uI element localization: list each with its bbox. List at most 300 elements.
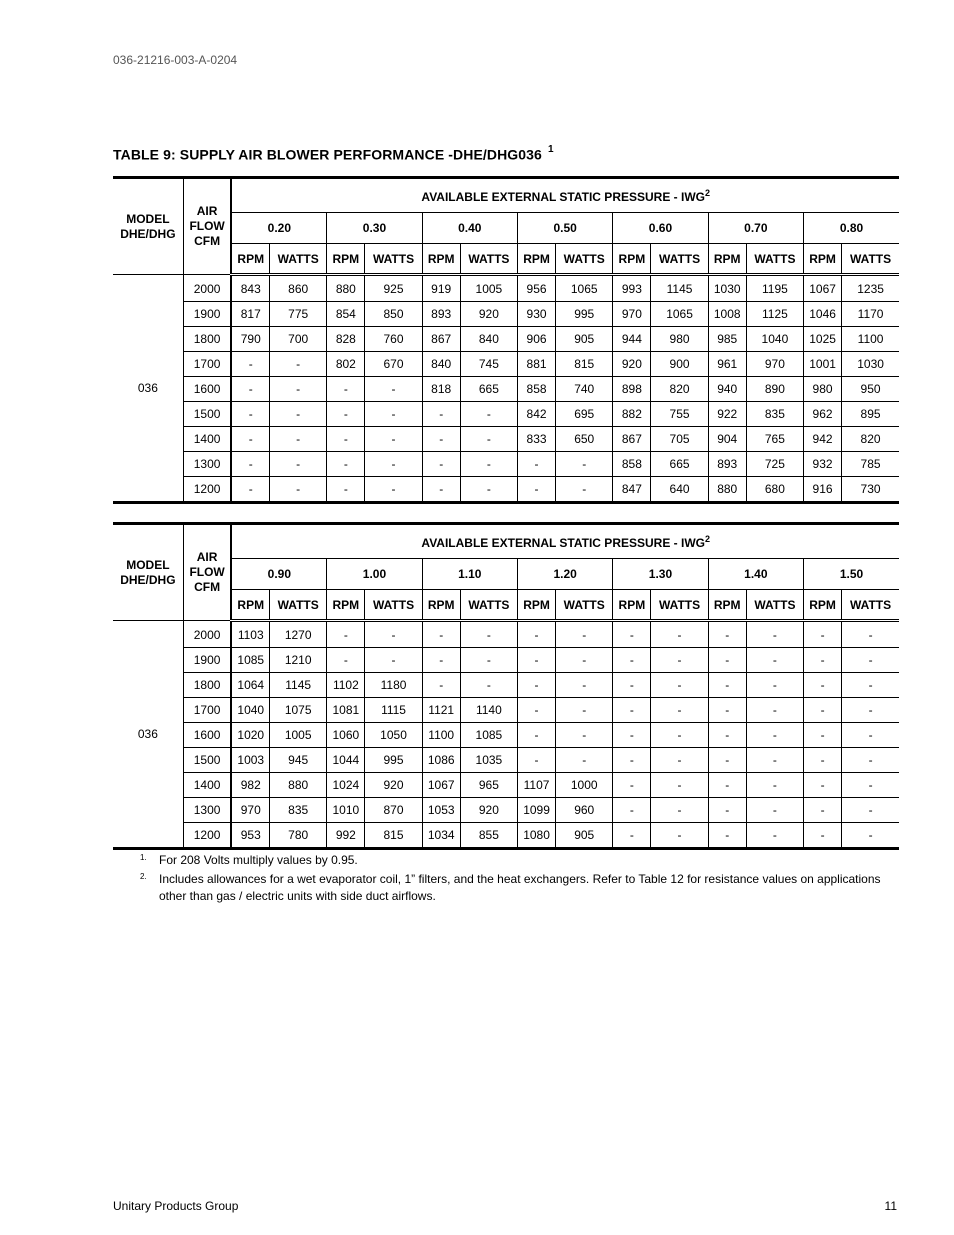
watts-cell: 920: [460, 302, 517, 327]
rpm-cell: 1020: [231, 723, 269, 748]
watts-cell: 745: [460, 352, 517, 377]
watts-cell: 640: [651, 477, 708, 503]
rpm-cell: 904: [708, 427, 746, 452]
rpm-cell: -: [708, 698, 746, 723]
rpm-cell: 1099: [517, 798, 555, 823]
rpm-cell: 843: [231, 275, 269, 302]
watts-cell: -: [556, 452, 613, 477]
watts-cell: 775: [270, 302, 327, 327]
watts-cell: -: [651, 698, 708, 723]
rpm-cell: 882: [613, 402, 651, 427]
watts-cell: 1140: [460, 698, 517, 723]
table-row: [113, 673, 899, 698]
rpm-cell: 970: [231, 798, 269, 823]
rpm-column-header: RPM: [327, 244, 365, 275]
rpm-cell: 840: [422, 352, 460, 377]
watts-cell: -: [365, 402, 422, 427]
watts-cell: -: [651, 673, 708, 698]
watts-cell: 680: [746, 477, 803, 503]
footnote-2-text: Includes allowances for a wet evaporator coil, 1” filters, and the heat exchangers. Refer to Table 12 for resistance values on applications other than gas / electric units with side duct airflows.: [159, 872, 881, 903]
watts-cell: -: [556, 723, 613, 748]
air-flow-header: [183, 178, 231, 275]
rpm-cell: 932: [804, 452, 842, 477]
watts-cell: -: [842, 698, 899, 723]
rpm-column-header: RPM: [708, 590, 746, 621]
rpm-cell: -: [422, 452, 460, 477]
pressure-value-header: 0.90: [231, 559, 326, 590]
watts-cell: 905: [556, 823, 613, 849]
watts-cell: 1235: [842, 275, 899, 302]
watts-cell: -: [842, 723, 899, 748]
watts-cell: 1170: [842, 302, 899, 327]
model-header-line2: DHE/DHG: [120, 226, 176, 241]
rpm-cell: -: [804, 621, 842, 648]
watts-cell: -: [746, 823, 803, 849]
watts-cell: 670: [365, 352, 422, 377]
watts-cell: 965: [460, 773, 517, 798]
rpm-column-header: RPM: [804, 244, 842, 275]
watts-cell: -: [460, 427, 517, 452]
rpm-cell: -: [422, 673, 460, 698]
rpm-cell: -: [327, 477, 365, 503]
watts-cell: -: [365, 621, 422, 648]
rpm-cell: 1060: [327, 723, 365, 748]
watts-cell: -: [651, 773, 708, 798]
rpm-cell: -: [422, 648, 460, 673]
rpm-cell: 944: [613, 327, 651, 352]
watts-cell: -: [746, 621, 803, 648]
rpm-column-header: RPM: [231, 244, 269, 275]
rpm-cell: -: [613, 723, 651, 748]
cfm-cell: 1800: [183, 327, 231, 352]
rpm-cell: -: [708, 798, 746, 823]
pressure-value-header: 0.70: [708, 213, 803, 244]
watts-cell: 950: [842, 377, 899, 402]
rpm-cell: -: [517, 698, 555, 723]
watts-cell: 1100: [842, 327, 899, 352]
watts-column-header: WATTS: [460, 244, 517, 275]
watts-cell: 970: [746, 352, 803, 377]
watts-cell: -: [556, 748, 613, 773]
rpm-cell: 1010: [327, 798, 365, 823]
rpm-cell: -: [231, 477, 269, 503]
watts-cell: 870: [365, 798, 422, 823]
rpm-cell: 828: [327, 327, 365, 352]
cfm-cell: 1700: [183, 698, 231, 723]
model-header-line1: MODEL: [126, 211, 170, 226]
air-flow-header-line3: CFM: [194, 234, 221, 248]
watts-cell: 1005: [270, 723, 327, 748]
rpm-cell: -: [708, 621, 746, 648]
watts-column-header: WATTS: [556, 590, 613, 621]
rpm-cell: 953: [231, 823, 269, 849]
cfm-cell: 1800: [183, 673, 231, 698]
rpm-cell: 833: [517, 427, 555, 452]
table-title: [113, 146, 554, 163]
watts-cell: -: [746, 773, 803, 798]
pressure-value-header: 1.00: [327, 559, 422, 590]
watts-cell: -: [842, 773, 899, 798]
rpm-cell: 898: [613, 377, 651, 402]
cfm-cell: 1900: [183, 302, 231, 327]
rpm-cell: -: [517, 673, 555, 698]
watts-cell: 860: [270, 275, 327, 302]
pressure-value-header: 0.80: [804, 213, 900, 244]
rpm-cell: 1046: [804, 302, 842, 327]
cfm-cell: 1600: [183, 377, 231, 402]
pressure-value-header: 1.20: [517, 559, 612, 590]
watts-cell: 1000: [556, 773, 613, 798]
rpm-cell: 982: [231, 773, 269, 798]
footer-page-number: 11: [884, 1199, 897, 1213]
watts-cell: -: [746, 673, 803, 698]
cfm-cell: 2000: [183, 275, 231, 302]
rpm-cell: -: [422, 402, 460, 427]
rpm-cell: -: [422, 477, 460, 503]
watts-cell: 1075: [270, 698, 327, 723]
watts-cell: -: [651, 723, 708, 748]
rpm-cell: -: [327, 648, 365, 673]
rpm-cell: 992: [327, 823, 365, 849]
document-id: 036-21216-003-A-0204: [113, 53, 238, 67]
rpm-cell: 1067: [422, 773, 460, 798]
watts-cell: 995: [556, 302, 613, 327]
watts-cell: 1065: [651, 302, 708, 327]
rpm-cell: -: [422, 621, 460, 648]
watts-cell: 1040: [746, 327, 803, 352]
air-flow-header-line3: CFM: [194, 580, 221, 594]
table-row: [113, 723, 899, 748]
watts-cell: 880: [270, 773, 327, 798]
watts-cell: 1115: [365, 698, 422, 723]
rpm-cell: -: [231, 427, 269, 452]
cfm-cell: 1200: [183, 477, 231, 503]
watts-column-header: WATTS: [842, 590, 899, 621]
watts-cell: 820: [842, 427, 899, 452]
watts-cell: 850: [365, 302, 422, 327]
rpm-cell: -: [613, 798, 651, 823]
rpm-column-header: RPM: [804, 590, 842, 621]
rpm-cell: -: [231, 452, 269, 477]
pressure-header: [231, 524, 899, 559]
rpm-cell: -: [804, 698, 842, 723]
footnote-1-text: For 208 Volts multiply values by 0.95.: [159, 853, 358, 867]
table-row: [113, 275, 899, 302]
rpm-cell: 854: [327, 302, 365, 327]
watts-cell: 855: [460, 823, 517, 849]
blower-performance-table-low: [113, 176, 899, 504]
watts-cell: 835: [746, 402, 803, 427]
rpm-cell: -: [708, 723, 746, 748]
pressure-header-footnote-ref: 2: [705, 533, 711, 544]
table-row: [113, 748, 899, 773]
watts-cell: -: [365, 477, 422, 503]
rpm-cell: 980: [804, 377, 842, 402]
watts-cell: -: [365, 427, 422, 452]
watts-cell: -: [651, 648, 708, 673]
rpm-cell: 1001: [804, 352, 842, 377]
air-flow-header: [183, 524, 231, 621]
watts-cell: -: [270, 427, 327, 452]
watts-cell: 695: [556, 402, 613, 427]
watts-cell: -: [270, 402, 327, 427]
watts-cell: -: [270, 352, 327, 377]
watts-cell: -: [651, 621, 708, 648]
pressure-value-header: 0.50: [517, 213, 612, 244]
rpm-cell: -: [517, 648, 555, 673]
rpm-cell: 1102: [327, 673, 365, 698]
rpm-cell: 970: [613, 302, 651, 327]
air-flow-header-line1: AIR: [196, 550, 218, 564]
table-title-text: TABLE 9: SUPPLY AIR BLOWER PERFORMANCE -DHE/DHG036: [113, 146, 542, 163]
cfm-cell: 1300: [183, 452, 231, 477]
watts-cell: 905: [556, 327, 613, 352]
rpm-cell: -: [231, 402, 269, 427]
watts-cell: 890: [746, 377, 803, 402]
watts-cell: 725: [746, 452, 803, 477]
rpm-column-header: RPM: [422, 244, 460, 275]
watts-cell: 820: [651, 377, 708, 402]
rpm-cell: 1024: [327, 773, 365, 798]
table-row: [113, 798, 899, 823]
watts-cell: 700: [270, 327, 327, 352]
rpm-cell: 858: [517, 377, 555, 402]
cfm-cell: 2000: [183, 621, 231, 648]
air-flow-header-line2: FLOW: [189, 565, 225, 579]
rpm-column-header: RPM: [231, 590, 269, 621]
blower-performance-table-high: [113, 522, 899, 850]
rpm-cell: 1067: [804, 275, 842, 302]
rpm-cell: 1086: [422, 748, 460, 773]
watts-cell: -: [460, 621, 517, 648]
watts-column-header: WATTS: [651, 590, 708, 621]
rpm-cell: -: [804, 748, 842, 773]
watts-column-header: WATTS: [651, 244, 708, 275]
watts-cell: 780: [270, 823, 327, 849]
rpm-cell: -: [708, 673, 746, 698]
watts-cell: 920: [460, 798, 517, 823]
rpm-cell: 790: [231, 327, 269, 352]
rpm-cell: -: [804, 648, 842, 673]
watts-cell: 920: [365, 773, 422, 798]
table-row: [113, 327, 899, 352]
rpm-cell: -: [613, 673, 651, 698]
rpm-column-header: RPM: [613, 590, 651, 621]
cfm-cell: 1400: [183, 427, 231, 452]
rpm-cell: -: [708, 823, 746, 849]
watts-cell: -: [556, 673, 613, 698]
watts-cell: 925: [365, 275, 422, 302]
rpm-cell: -: [804, 798, 842, 823]
rpm-cell: 893: [422, 302, 460, 327]
watts-cell: 1145: [270, 673, 327, 698]
rpm-cell: 1008: [708, 302, 746, 327]
watts-cell: -: [556, 648, 613, 673]
watts-cell: 1065: [556, 275, 613, 302]
rpm-cell: -: [708, 748, 746, 773]
rpm-cell: -: [327, 452, 365, 477]
rpm-cell: 842: [517, 402, 555, 427]
watts-cell: -: [460, 477, 517, 503]
rpm-column-header: RPM: [327, 590, 365, 621]
pressure-value-header: 1.40: [708, 559, 803, 590]
rpm-cell: 880: [708, 477, 746, 503]
footnote-2-number: 2.: [140, 872, 147, 881]
watts-cell: 765: [746, 427, 803, 452]
rpm-cell: 1085: [231, 648, 269, 673]
watts-cell: 730: [842, 477, 899, 503]
watts-cell: 900: [651, 352, 708, 377]
rpm-cell: 956: [517, 275, 555, 302]
watts-cell: -: [365, 648, 422, 673]
table-row: [113, 823, 899, 849]
rpm-cell: 867: [422, 327, 460, 352]
watts-cell: -: [842, 648, 899, 673]
watts-cell: 665: [460, 377, 517, 402]
rpm-cell: -: [517, 621, 555, 648]
watts-cell: 815: [556, 352, 613, 377]
watts-column-header: WATTS: [270, 244, 327, 275]
rpm-cell: -: [231, 377, 269, 402]
rpm-cell: -: [517, 748, 555, 773]
rpm-cell: -: [327, 621, 365, 648]
watts-cell: 665: [651, 452, 708, 477]
cfm-cell: 1300: [183, 798, 231, 823]
air-flow-header-line1: AIR: [196, 204, 218, 218]
watts-cell: 760: [365, 327, 422, 352]
rpm-cell: -: [517, 723, 555, 748]
rpm-cell: 1100: [422, 723, 460, 748]
rpm-cell: -: [613, 748, 651, 773]
rpm-cell: 1107: [517, 773, 555, 798]
rpm-cell: 1080: [517, 823, 555, 849]
watts-cell: -: [556, 477, 613, 503]
rpm-cell: 817: [231, 302, 269, 327]
watts-cell: 1125: [746, 302, 803, 327]
rpm-cell: 1064: [231, 673, 269, 698]
pressure-value-header: 0.40: [422, 213, 517, 244]
rpm-cell: -: [613, 621, 651, 648]
watts-cell: -: [556, 698, 613, 723]
watts-column-header: WATTS: [556, 244, 613, 275]
cfm-cell: 1600: [183, 723, 231, 748]
rpm-cell: 881: [517, 352, 555, 377]
rpm-cell: -: [327, 402, 365, 427]
watts-cell: 1085: [460, 723, 517, 748]
watts-cell: -: [270, 377, 327, 402]
watts-cell: 1195: [746, 275, 803, 302]
rpm-cell: -: [231, 352, 269, 377]
watts-cell: -: [746, 698, 803, 723]
pressure-header-text: AVAILABLE EXTERNAL STATIC PRESSURE - IWG: [421, 535, 705, 550]
watts-cell: 1180: [365, 673, 422, 698]
rpm-cell: -: [327, 427, 365, 452]
rpm-column-header: RPM: [517, 244, 555, 275]
pressure-value-header: 0.30: [327, 213, 422, 244]
watts-cell: 755: [651, 402, 708, 427]
rpm-cell: -: [804, 773, 842, 798]
watts-cell: -: [651, 823, 708, 849]
table-row: [113, 402, 899, 427]
rpm-cell: -: [804, 673, 842, 698]
watts-cell: -: [270, 452, 327, 477]
table-row: [113, 377, 899, 402]
watts-column-header: WATTS: [746, 590, 803, 621]
rpm-column-header: RPM: [517, 590, 555, 621]
watts-cell: -: [460, 673, 517, 698]
watts-cell: -: [460, 402, 517, 427]
rpm-cell: -: [517, 452, 555, 477]
rpm-cell: 1103: [231, 621, 269, 648]
rpm-cell: -: [613, 773, 651, 798]
model-number-cell: 036: [137, 381, 158, 395]
cfm-cell: 1900: [183, 648, 231, 673]
watts-cell: 980: [651, 327, 708, 352]
rpm-cell: -: [517, 477, 555, 503]
rpm-column-header: RPM: [708, 244, 746, 275]
rpm-cell: 867: [613, 427, 651, 452]
rpm-column-header: RPM: [613, 244, 651, 275]
watts-cell: 840: [460, 327, 517, 352]
pressure-value-header: 1.30: [613, 559, 708, 590]
rpm-cell: 919: [422, 275, 460, 302]
footer-company: Unitary Products Group: [113, 1199, 239, 1213]
table-row: [113, 452, 899, 477]
rpm-cell: -: [804, 823, 842, 849]
rpm-cell: 961: [708, 352, 746, 377]
watts-cell: -: [651, 798, 708, 823]
watts-cell: 705: [651, 427, 708, 452]
rpm-cell: 1121: [422, 698, 460, 723]
cfm-cell: 1500: [183, 402, 231, 427]
rpm-cell: 993: [613, 275, 651, 302]
pressure-value-header: 1.50: [804, 559, 900, 590]
pressure-value-header: 0.60: [613, 213, 708, 244]
watts-cell: 945: [270, 748, 327, 773]
watts-cell: -: [651, 748, 708, 773]
table-row: [113, 477, 899, 503]
pressure-header: [231, 178, 899, 213]
model-header: [113, 178, 183, 275]
rpm-cell: 942: [804, 427, 842, 452]
rpm-cell: 818: [422, 377, 460, 402]
watts-cell: 650: [556, 427, 613, 452]
watts-cell: 1030: [842, 352, 899, 377]
cfm-cell: 1700: [183, 352, 231, 377]
air-flow-header-line2: FLOW: [189, 219, 225, 233]
rpm-cell: 1034: [422, 823, 460, 849]
rpm-cell: 1053: [422, 798, 460, 823]
model-number-cell: 036: [137, 727, 158, 741]
rpm-cell: -: [327, 377, 365, 402]
watts-cell: 785: [842, 452, 899, 477]
model-header: [113, 524, 183, 621]
watts-cell: 815: [365, 823, 422, 849]
pressure-header-text: AVAILABLE EXTERNAL STATIC PRESSURE - IWG: [421, 189, 705, 204]
watts-column-header: WATTS: [460, 590, 517, 621]
watts-cell: 1210: [270, 648, 327, 673]
watts-cell: -: [746, 798, 803, 823]
rpm-cell: 922: [708, 402, 746, 427]
watts-column-header: WATTS: [270, 590, 327, 621]
watts-cell: -: [365, 377, 422, 402]
footnote-1-number: 1.: [140, 853, 147, 862]
watts-cell: -: [270, 477, 327, 503]
pressure-value-header: 1.10: [422, 559, 517, 590]
watts-column-header: WATTS: [365, 590, 422, 621]
rpm-cell: -: [422, 427, 460, 452]
model-header-line1: MODEL: [126, 557, 170, 572]
